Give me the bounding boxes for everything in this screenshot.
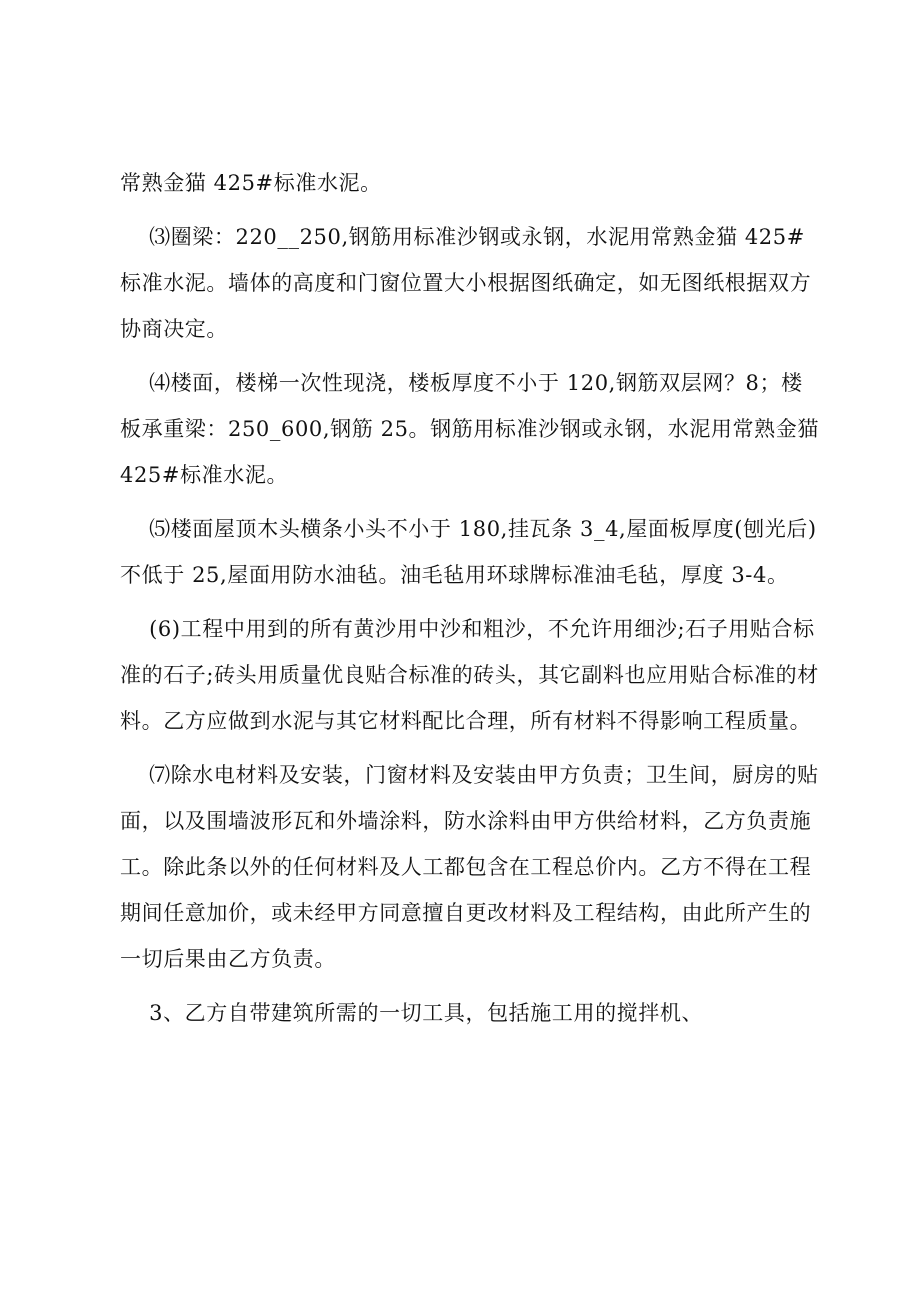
paragraph-roof: ⑸楼面屋顶木头横条小头不小于 180,挂瓦条 3_4,屋面板厚度(刨光后)不低于 25,屋面用防水油毡。油毛毡用环球牌标准油毛毡，厚度 3-4。 <box>120 517 817 587</box>
paragraph-ring-beam: ⑶圈梁：220__250,钢筋用标准沙钢或永钢，水泥用常熟金猫 425#标准水泥。墙体的高度和门窗位置大小根据图纸确定，如无图纸根据双方协商决定。 <box>120 225 812 341</box>
paragraph-cement-continued: 常熟金猫 425#标准水泥。 <box>120 171 382 195</box>
paragraph-floor-stairs: ⑷楼面，楼梯一次性现浇，楼板厚度不小于 120,钢筋双层网？8；楼板承重梁：250_600,钢筋 25。钢筋用标准沙钢或永钢，水泥用常熟金猫 425#标准水泥。 <box>120 371 827 487</box>
document-body <box>120 160 827 1036</box>
paragraph-materials-responsibility: ⑺除水电材料及安装，门窗材料及安装由甲方负责；卫生间，厨房的贴面，以及围墙波形瓦和外墙涂料，防水涂料由甲方供给材料，乙方负责施工。除此条以外的任何材料及人工都包含在工程总价内。乙方不得在工程期间任意加价，或未经甲方同意擅自更改材料及工程结构，由此所产生的一切后果由乙方负责。 <box>120 763 819 971</box>
paragraph-tools: 3、乙方自带建筑所需的一切工具，包括施工用的搅拌机、 <box>120 1001 704 1025</box>
paragraph-sand-stone: (6)工程中用到的所有黄沙用中沙和粗沙，不允许用细沙;石子用贴合标准的石子;砖头用质量优良贴合标准的砖头，其它副料也应用贴合标准的材料。乙方应做到水泥与其它材料配比合理，所有材料不得影响工程质量。 <box>120 617 819 733</box>
